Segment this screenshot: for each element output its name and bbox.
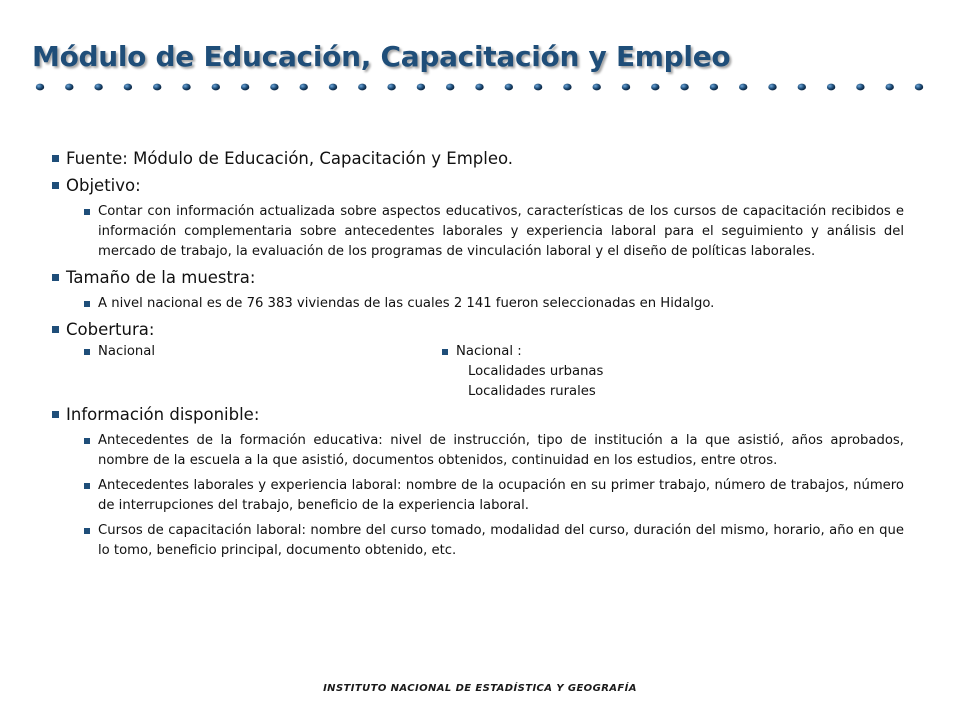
square-bullet-icon	[84, 438, 90, 444]
informacion-text-laborales: Antecedentes laborales y experiencia laboral: nombre de la ocupación en su primer trabajo, número de trabajos, número de interrupciones del trabajo, beneficio de la experiencia laboral.	[98, 478, 904, 513]
decorative-dot	[739, 84, 747, 91]
decorative-dot	[36, 84, 44, 91]
informacion-text-formacion: Antecedentes de la formación educativa: nivel de instrucción, tipo de institución a la que asistió, años aprobados, nombre de la escuela a la que asistió, documentos obtenidos, continuidad en los estudios, entre otros.	[98, 433, 904, 468]
cobertura-label: Cobertura:	[66, 320, 155, 339]
informacion-item	[84, 431, 904, 471]
objetivo-label: Objetivo:	[66, 176, 141, 195]
decorative-dot	[680, 84, 688, 91]
cobertura-row	[52, 342, 904, 398]
square-bullet-icon	[52, 155, 59, 162]
decorative-dot	[622, 84, 630, 91]
informacion-text-cursos: Cursos de capacitación laboral: nombre del curso tomado, modalidad del curso, duración del mismo, horario, año en que lo tomo, beneficio principal, documento obtenido, etc.	[98, 523, 904, 558]
decorative-dot	[124, 84, 132, 91]
decorative-dot	[915, 84, 923, 91]
square-bullet-icon	[84, 349, 90, 355]
square-bullet-icon	[52, 326, 59, 333]
cobertura-right-text: Nacional :	[456, 344, 522, 359]
muestra-text: A nivel nacional es de 76 383 viviendas de las cuales 2 141 fueron seleccionadas en Hidalgo.	[98, 296, 715, 311]
decorative-dot	[241, 84, 249, 91]
objetivo-text: Contar con información actualizada sobre aspectos educativos, características de los cursos de capacitación recibidos e información complementaria sobre antecedentes laborales y experiencia laboral para el seguimiento y análisis del mercado de trabajo, la evaluación de los programas de vinculación laboral y el diseño de políticas laborales.	[98, 204, 904, 259]
decorative-dot	[329, 84, 337, 91]
localidades-urbanas: Localidades urbanas	[468, 364, 604, 379]
decorative-dot	[153, 84, 161, 91]
muestra-heading	[52, 267, 904, 288]
objetivo-text-item	[84, 202, 904, 262]
decorative-dot	[212, 84, 220, 91]
cobertura-left-item	[84, 342, 155, 362]
decorative-dot	[94, 84, 102, 91]
muestra-text-item	[84, 294, 904, 314]
decorative-dot	[387, 84, 395, 91]
footer-institution: INSTITUTO NACIONAL DE ESTADÍSTICA Y GEOGRAFÍA	[323, 683, 637, 694]
decorative-dot	[417, 84, 425, 91]
cobertura-heading	[52, 319, 904, 340]
decorative-dot	[563, 84, 571, 91]
decorative-dot	[505, 84, 513, 91]
content-area	[52, 148, 904, 566]
cobertura-right-item	[442, 342, 603, 402]
informacion-label: Información disponible:	[66, 405, 260, 424]
square-bullet-icon	[52, 274, 59, 281]
decorative-dot	[886, 84, 894, 91]
decorative-dot	[768, 84, 776, 91]
cobertura-left-text: Nacional	[98, 344, 156, 359]
square-bullet-icon	[84, 528, 90, 534]
decorative-dot	[710, 84, 718, 91]
square-bullet-icon	[52, 182, 59, 189]
decorative-dot	[534, 84, 542, 91]
decorative-dot	[182, 84, 190, 91]
decorative-dot	[593, 84, 601, 91]
decorative-dot	[270, 84, 278, 91]
square-bullet-icon	[84, 483, 90, 489]
informacion-item	[84, 521, 904, 561]
square-bullet-icon	[84, 301, 90, 307]
decorative-dot	[856, 84, 864, 91]
informacion-heading	[52, 404, 904, 425]
page-title: Módulo de Educación, Capacitación y Empleo	[32, 40, 731, 73]
informacion-item	[84, 476, 904, 516]
decorative-dot	[827, 84, 835, 91]
title-dots-decoration	[32, 78, 932, 98]
fuente-item	[52, 148, 904, 169]
decorative-dot	[798, 84, 806, 91]
decorative-dot	[358, 84, 366, 91]
square-bullet-icon	[84, 209, 90, 215]
muestra-label: Tamaño de la muestra:	[66, 268, 256, 287]
fuente-label: Fuente: Módulo de Educación, Capacitación y Empleo.	[66, 149, 514, 168]
square-bullet-icon	[442, 349, 448, 355]
decorative-dot	[65, 84, 73, 91]
square-bullet-icon	[52, 411, 59, 418]
decorative-dot	[475, 84, 483, 91]
localidades-rurales: Localidades rurales	[468, 384, 596, 399]
decorative-dot	[300, 84, 308, 91]
decorative-dot	[651, 84, 659, 91]
objetivo-heading	[52, 175, 904, 196]
decorative-dot	[446, 84, 454, 91]
